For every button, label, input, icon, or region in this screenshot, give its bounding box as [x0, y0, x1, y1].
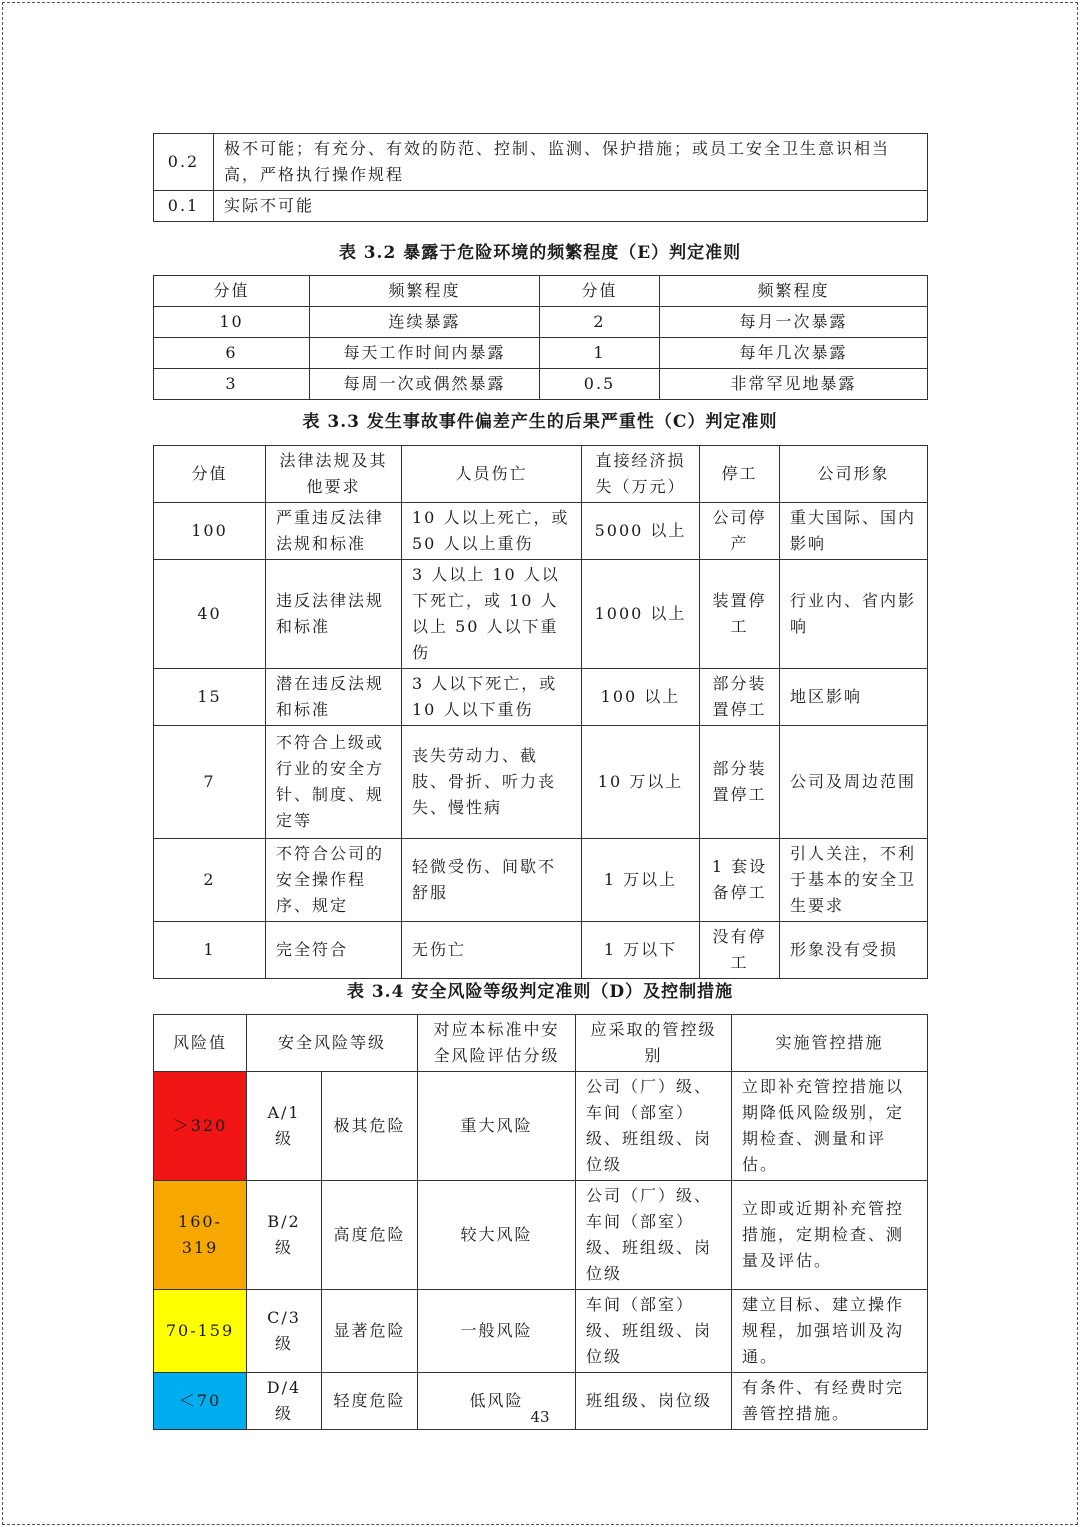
cell: 100: [154, 503, 266, 560]
cell: 10 万以上: [582, 726, 700, 839]
cell: 每月一次暴露: [660, 307, 928, 338]
cell: 1 万以上: [582, 839, 700, 922]
cell: 0.5: [540, 369, 660, 400]
cell: 100 以上: [582, 669, 700, 726]
cell: B/2 级: [247, 1181, 322, 1290]
header-cell: 法律法规及其他要求: [266, 446, 402, 503]
cell: 行业内、省内影响: [780, 560, 928, 669]
cell: 高度危险: [322, 1181, 418, 1290]
cell: 3: [154, 369, 310, 400]
cell: 6: [154, 338, 310, 369]
table-header-row: [154, 446, 928, 503]
cell: 部分装置停工: [700, 726, 780, 839]
header-cell: 风险值: [154, 1015, 247, 1072]
header-cell: 分值: [154, 276, 310, 307]
cell: 1: [540, 338, 660, 369]
table-header-row: [154, 276, 928, 307]
cell: 重大国际、国内影响: [780, 503, 928, 560]
score-cell: 0.2: [154, 134, 214, 191]
cell: 不符合上级或行业的安全方针、制度、规定等: [266, 726, 402, 839]
cell: 建立目标、建立操作规程，加强培训及沟通。: [732, 1290, 928, 1373]
cell: 没有停工: [700, 922, 780, 979]
cell: 装置停工: [700, 560, 780, 669]
cell: 连续暴露: [310, 307, 540, 338]
table-3-4: [153, 1014, 928, 1430]
cell: A/1 级: [247, 1072, 322, 1181]
header-cell: 安全风险等级: [247, 1015, 418, 1072]
cell: 引人关注，不利于基本的安全卫生要求: [780, 839, 928, 922]
cell: 3 人以下死亡，或 10 人以下重伤: [402, 669, 582, 726]
cell: 极其危险: [322, 1072, 418, 1181]
cell: 5000 以上: [582, 503, 700, 560]
table-3-3: [153, 445, 928, 979]
table-3-4-caption: 表 3.4 安全风险等级判定准则（D）及控制措施: [346, 982, 734, 1002]
table-row: [154, 338, 928, 369]
header-cell: 人员伤亡: [402, 446, 582, 503]
cell: 公司停产: [700, 503, 780, 560]
cell: 公司及周边范围: [780, 726, 928, 839]
cell: 显著危险: [322, 1290, 418, 1373]
cell: 低风险: [418, 1373, 576, 1430]
cell: 有条件、有经费时完善管控措施。: [732, 1373, 928, 1430]
cell: 15: [154, 669, 266, 726]
cell: D/4 级: [247, 1373, 322, 1430]
table-row: [154, 1072, 928, 1181]
header-cell: 频繁程度: [660, 276, 928, 307]
cell: 班组级、岗位级: [576, 1373, 732, 1430]
header-cell: 实施管控措施: [732, 1015, 928, 1072]
header-cell: 分值: [154, 446, 266, 503]
cell: 轻度危险: [322, 1373, 418, 1430]
cell: 轻微受伤、间歇不舒服: [402, 839, 582, 922]
header-cell: 对应本标准中安全风险评估分级: [418, 1015, 576, 1072]
header-cell: 公司形象: [780, 446, 928, 503]
table-row: [154, 669, 928, 726]
desc-cell: 实际不可能: [214, 191, 928, 222]
cell: 潜在违反法规和标准: [266, 669, 402, 726]
cell: 重大风险: [418, 1072, 576, 1181]
risk-value-cell: ＜70: [154, 1373, 247, 1430]
cell: 40: [154, 560, 266, 669]
cell: 10: [154, 307, 310, 338]
cell: 1000 以上: [582, 560, 700, 669]
page-number: 43: [530, 1408, 550, 1426]
cell: 无伤亡: [402, 922, 582, 979]
table-row: [154, 191, 928, 222]
cell: 车间（部室）级、班组级、岗位级: [576, 1290, 732, 1373]
table-row: [154, 1290, 928, 1373]
cell: 1 套设备停工: [700, 839, 780, 922]
header-cell: 停工: [700, 446, 780, 503]
cell: 立即补充管控措施以期降低风险级别，定期检查、测量和评估。: [732, 1072, 928, 1181]
risk-value-cell: ＞320: [154, 1072, 247, 1181]
cell: 1 万以下: [582, 922, 700, 979]
risk-value-cell: 160-319: [154, 1181, 247, 1290]
cell: 2: [540, 307, 660, 338]
table-row: [154, 560, 928, 669]
table-3-1-tail: [153, 133, 928, 222]
cell: 地区影响: [780, 669, 928, 726]
cell: 严重违反法律法规和标准: [266, 503, 402, 560]
cell: 每天工作时间内暴露: [310, 338, 540, 369]
cell: 立即或近期补充管控措施，定期检查、测量及评估。: [732, 1181, 928, 1290]
cell: 较大风险: [418, 1181, 576, 1290]
cell: 3 人以上 10 人以下死亡，或 10 人以上 50 人以下重伤: [402, 560, 582, 669]
table-row: [154, 134, 928, 191]
cell: 1: [154, 922, 266, 979]
table-row: [154, 503, 928, 560]
cell: 公司（厂）级、车间（部室）级、班组级、岗位级: [576, 1072, 732, 1181]
table-3-2-caption: 表 3.2 暴露于危险环境的频繁程度（E）判定准则: [338, 243, 742, 263]
table-row: [154, 726, 928, 839]
table-3-3-caption: 表 3.3 发生事故事件偏差产生的后果严重性（C）判定准则: [302, 412, 778, 432]
header-cell: 频繁程度: [310, 276, 540, 307]
header-cell: 应采取的管控级别: [576, 1015, 732, 1072]
table-3-2: [153, 275, 928, 400]
header-cell: 分值: [540, 276, 660, 307]
cell: 公司（厂）级、车间（部室）级、班组级、岗位级: [576, 1181, 732, 1290]
cell: 一般风险: [418, 1290, 576, 1373]
cell: 10 人以上死亡，或 50 人以上重伤: [402, 503, 582, 560]
cell: 完全符合: [266, 922, 402, 979]
cell: 2: [154, 839, 266, 922]
table-row: [154, 1181, 928, 1290]
header-cell: 直接经济损失（万元）: [582, 446, 700, 503]
table-row: [154, 369, 928, 400]
table-row: [154, 307, 928, 338]
table-row: [154, 922, 928, 979]
score-cell: 0.1: [154, 191, 214, 222]
cell: 违反法律法规和标准: [266, 560, 402, 669]
desc-cell: 极不可能；有充分、有效的防范、控制、监测、保护措施；或员工安全卫生意识相当高，严格执行操作规程: [214, 134, 928, 191]
cell: 每年几次暴露: [660, 338, 928, 369]
cell: 不符合公司的安全操作程序、规定: [266, 839, 402, 922]
cell: 部分装置停工: [700, 669, 780, 726]
cell: 丧失劳动力、截肢、骨折、听力丧失、慢性病: [402, 726, 582, 839]
cell: 7: [154, 726, 266, 839]
risk-value-cell: 70-159: [154, 1290, 247, 1373]
table-header-row: [154, 1015, 928, 1072]
cell: 形象没有受损: [780, 922, 928, 979]
cell: C/3 级: [247, 1290, 322, 1373]
cell: 每周一次或偶然暴露: [310, 369, 540, 400]
cell: 非常罕见地暴露: [660, 369, 928, 400]
table-row: [154, 839, 928, 922]
